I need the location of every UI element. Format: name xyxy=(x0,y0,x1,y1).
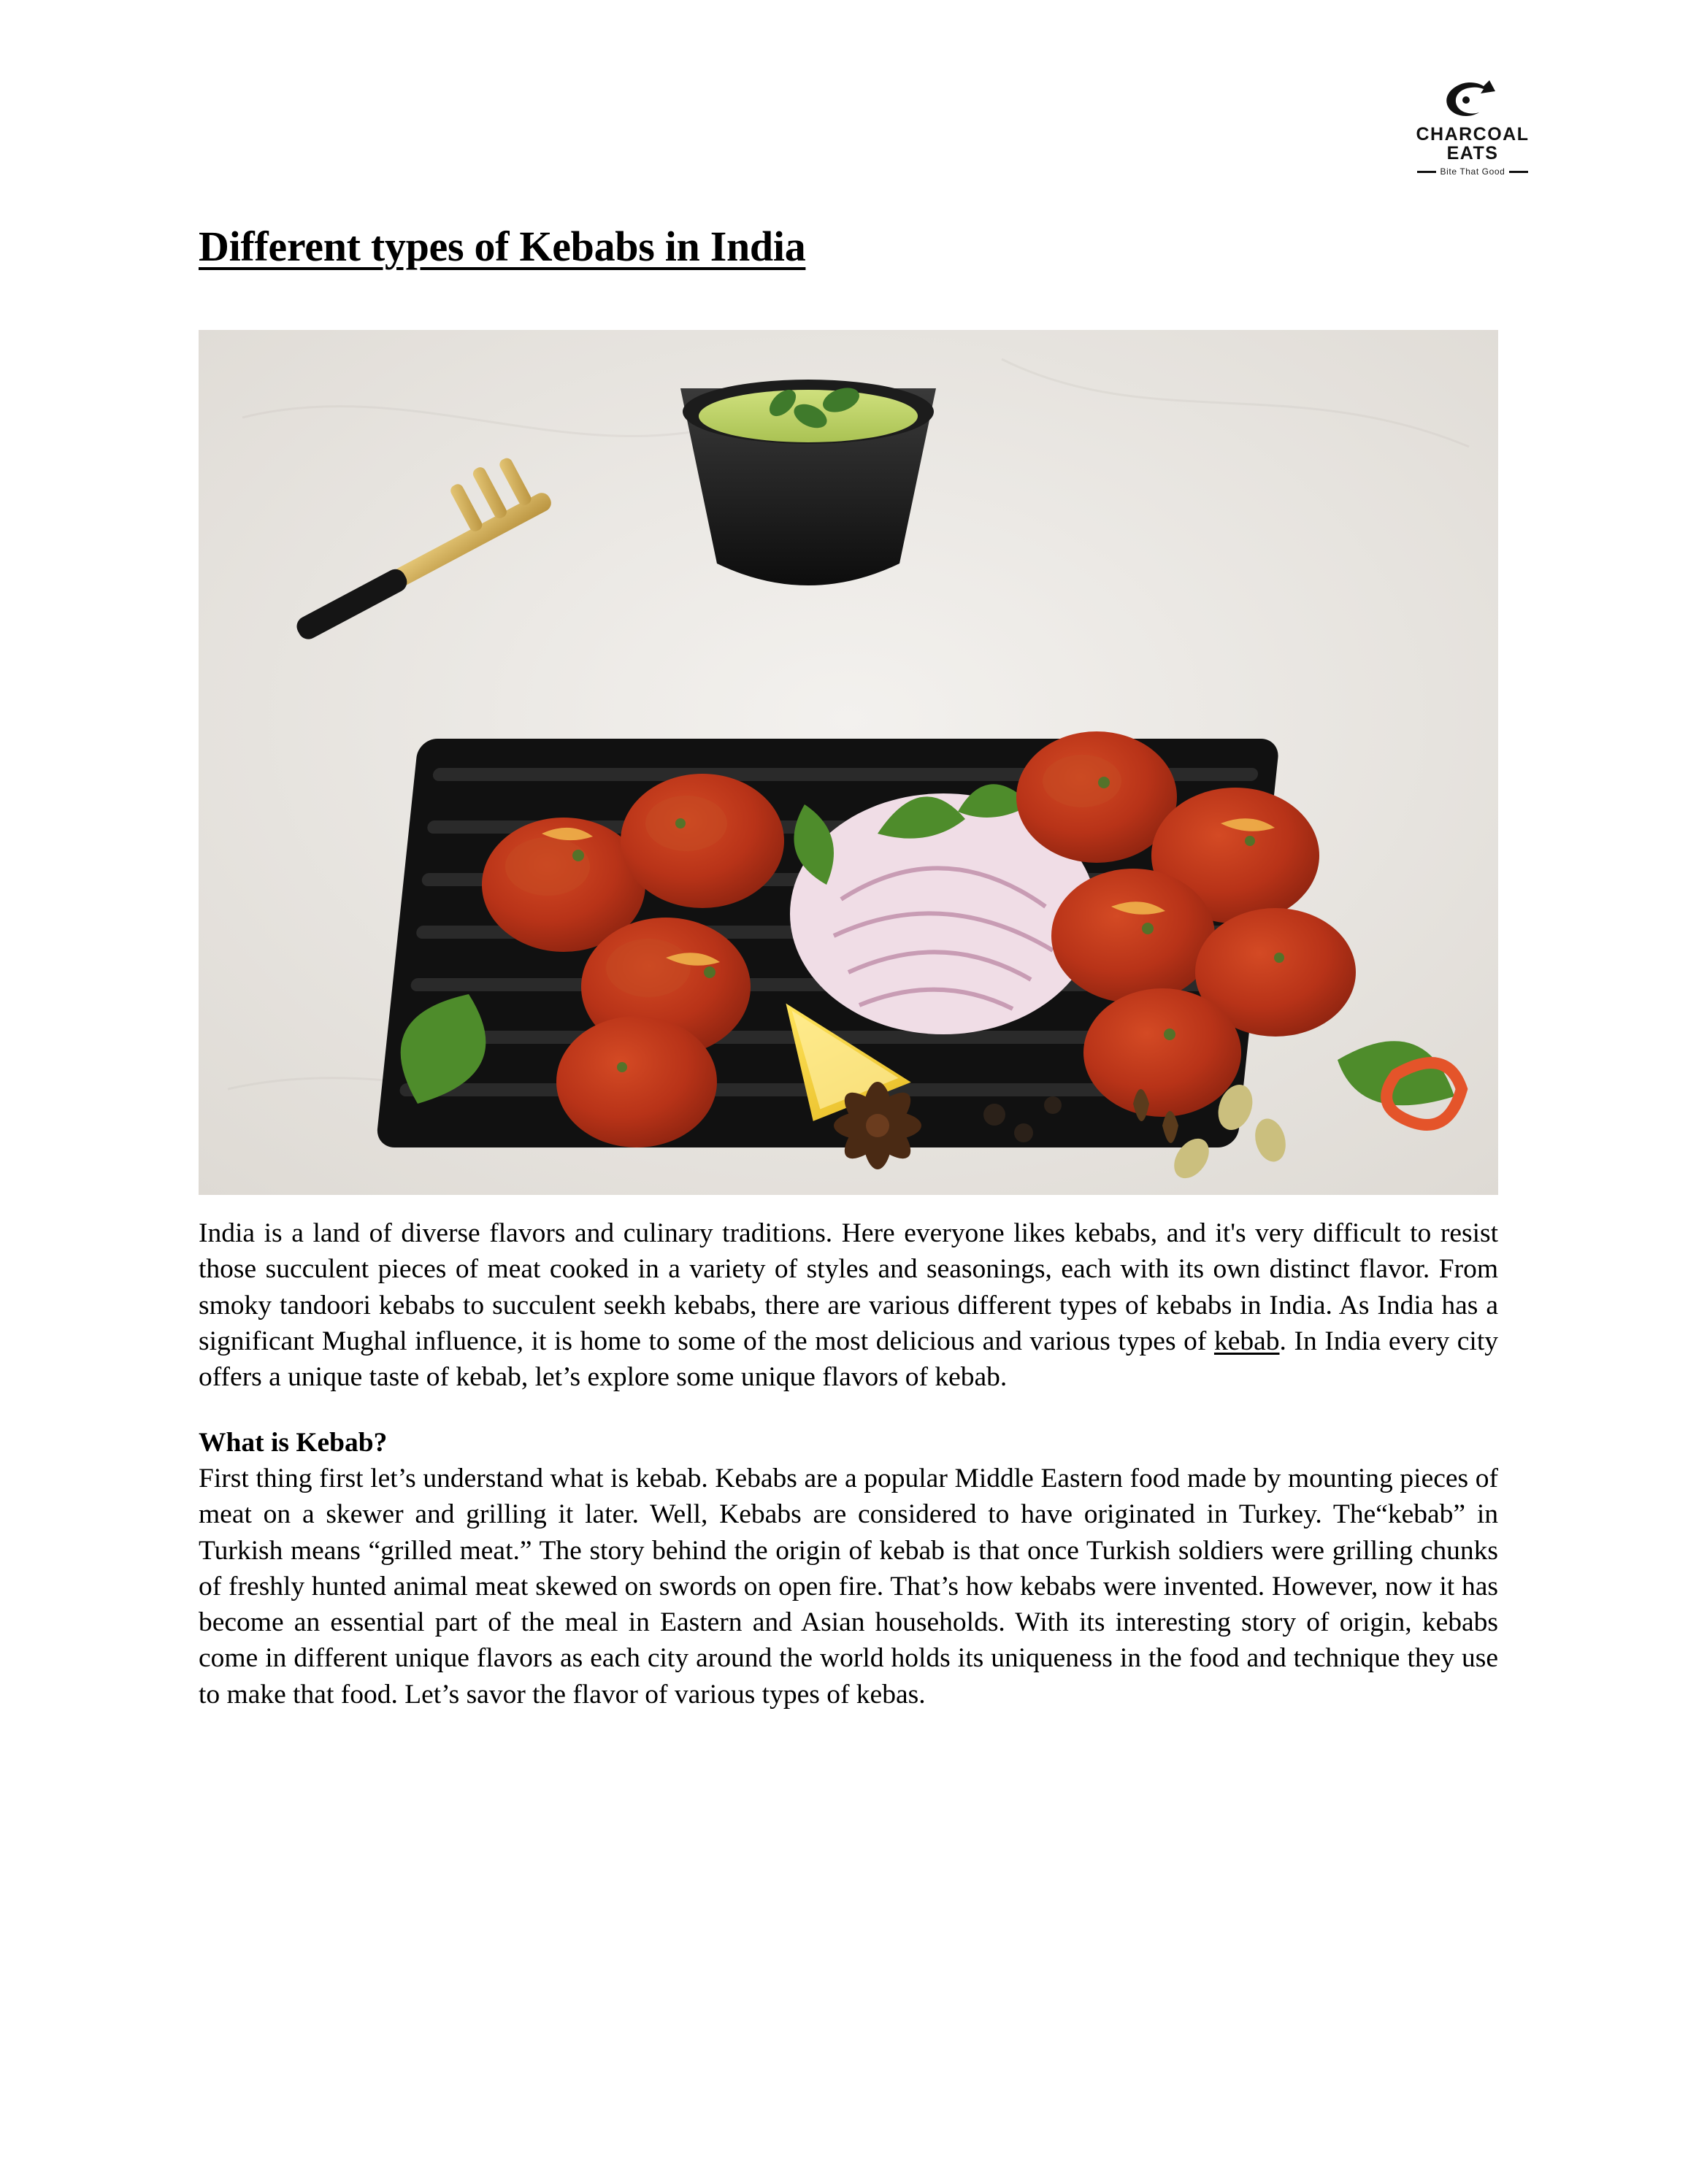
paragraph-spacer xyxy=(199,1396,1498,1425)
intro-paragraph-tail: . In India every city offers a unique taste of kebab, let’s explore some unique flavors of kebab. xyxy=(199,1326,1499,1393)
logo-tagline-row xyxy=(1389,166,1557,177)
kebab-platter-illustration xyxy=(199,330,1498,1195)
brand-logo xyxy=(1389,80,1557,177)
hero-image xyxy=(199,330,1498,1195)
logo-brand-line2: EATS xyxy=(1446,142,1499,164)
logo-rule-right xyxy=(1509,171,1528,173)
charcoal-eats-logo-icon xyxy=(1441,80,1504,121)
article-body xyxy=(199,1215,1498,1712)
logo-tagline: Bite That Good xyxy=(1440,166,1505,177)
intro-paragraph xyxy=(199,1215,1498,1396)
logo-brand-line1: CHARCOAL xyxy=(1416,124,1530,145)
logo-rule-left xyxy=(1417,171,1436,173)
section-heading: What is Kebab? xyxy=(199,1427,388,1458)
intro-paragraph-text: India is a land of diverse flavors and culinary traditions. Here everyone likes kebabs, and it's very difficult to resist those succulent pieces of meat cooked in a variety of styles and seasonings, each with its own distinct flavor. From smoky tandoori kebabs to succulent seekh kebabs, there are various different types of kebabs in India. As India has a significant Mughal influence, it is home to some of the most delicious and various types of xyxy=(199,1218,1498,1356)
page-title: Different types of Kebabs in India xyxy=(199,222,806,270)
kebab-link[interactable]: kebab xyxy=(1213,1326,1280,1356)
section-paragraph: First thing first let’s understand what is kebab. Kebabs are a popular Middle Eastern food made by mounting pieces of meat on a skewer and grilling it later. Well, Kebabs are considered to have originated in Turkey. The“kebab” in Turkish means “grilled meat.” The story behind the origin of kebab is that once Turkish soldiers were grilling chunks of freshly hunted animal meat skewed on swords on open fire. That’s how kebabs were invented. However, now it has become an essential part of the meal in Eastern and Asian households. With its interesting story of origin, kebabs come in different unique flavors as each city around the world holds its uniqueness in the food and technique they use to make that food. Let’s savor the flavor of various types of kebas. xyxy=(199,1463,1498,1710)
